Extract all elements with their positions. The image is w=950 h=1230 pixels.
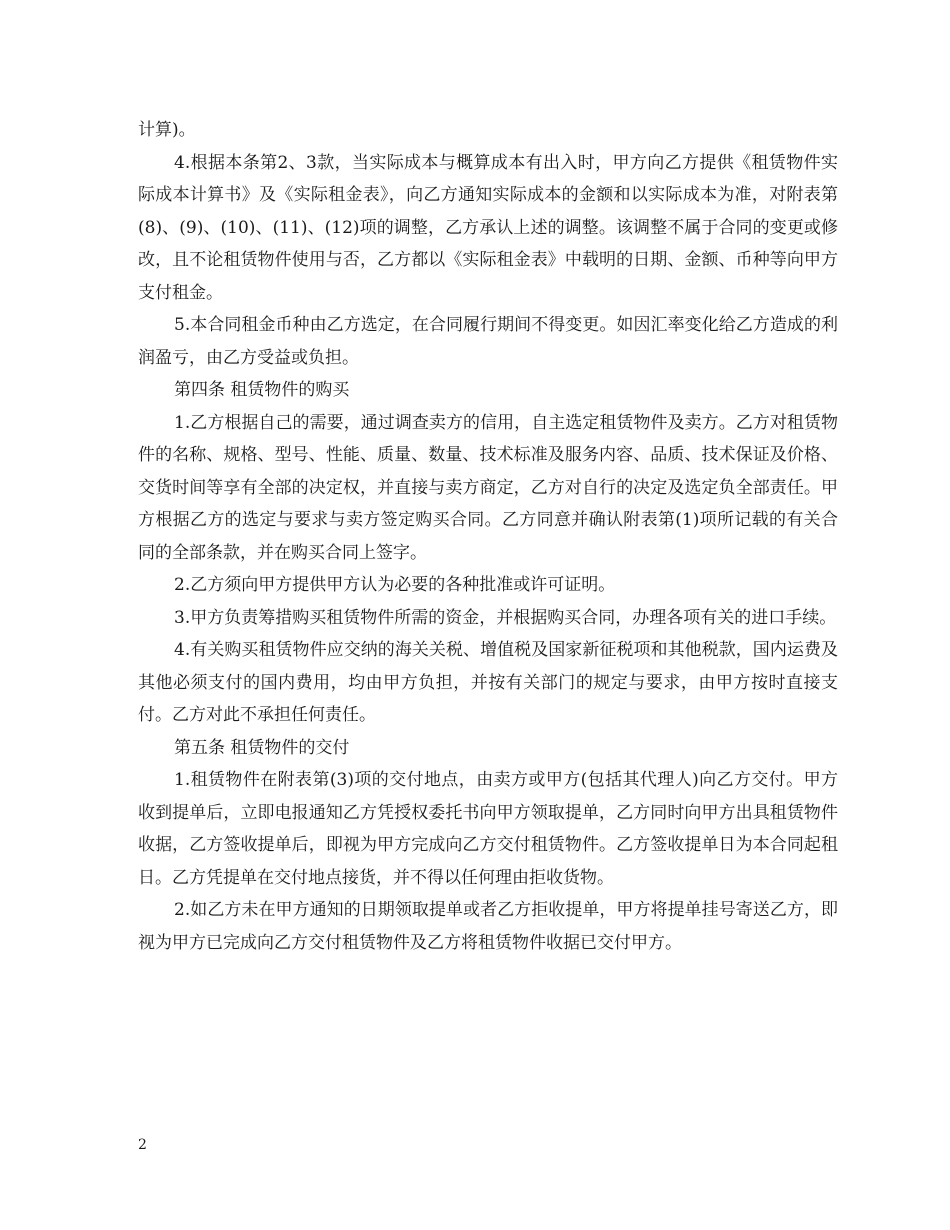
paragraph-article5-clause1: 1.租赁物件在附表第(3)项的交付地点，由卖方或甲方(包括其代理人)向乙方交付。甲方收到提单后，立即电报通知乙方凭授权委托书向甲方领取提单，乙方同时向甲方出具租赁物件收据，乙方签收提单后，即视为甲方完成向乙方交付租赁物件。乙方签收提单日为本合同起租日。乙方凭提单在交付地点接货，并不得以任何理由拒收货物。: [138, 770, 838, 888]
paragraph-article4-clause2: 2.乙方须向甲方提供甲方认为必要的各种批准或许可证明。: [174, 575, 616, 595]
paragraph-article4-clause1: 1.乙方根据自己的需要，通过调查卖方的信用，自主选定租赁物件及卖方。乙方对租赁物件的名称、规格、型号、性能、质量、数量、技术标准及服务内容、品质、技术保证及价格、交货时间等享有全部的决定权，并直接与卖方商定，乙方对自行的决定及选定负全部责任。甲方根据乙方的选定与要求与卖方签定购买合同。乙方同意并确认附表第(1)项所记载的有关合同的全部条款，并在购买合同上签字。: [138, 412, 838, 563]
document-body: [138, 114, 838, 959]
paragraph-article5-clause2: 2.如乙方未在甲方通知的日期领取提单或者乙方拒收提单，甲方将提单挂号寄送乙方，即视为甲方已完成向乙方交付租赁物件及乙方将租赁物件收据已交付甲方。: [138, 900, 838, 953]
paragraph-article3-clause4: 4.根据本条第2、3款，当实际成本与概算成本有出入时，甲方向乙方提供《租赁物件实际成本计算书》及《实际租金表》，向乙方通知实际成本的金额和以实际成本为准，对附表第(8)、(9)、(10)、(11)、(12)项的调整，乙方承认上述的调整。该调整不属于合同的变更或修改，且不论租赁物件使用与否，乙方都以《实际租金表》中载明的日期、金额、币种等向甲方支付租金。: [138, 152, 838, 303]
article-5-heading: 第五条 租赁物件的交付: [174, 737, 350, 758]
paragraph-continuation: 计算)。: [138, 120, 196, 140]
paragraph-article3-clause5: 5.本合同租金币种由乙方选定，在合同履行期间不得变更。如因汇率变化给乙方造成的利润盈亏，由乙方受益或负担。: [138, 315, 838, 368]
paragraph-article4-clause3: 3.甲方负责筹措购买租赁物件所需的资金，并根据购买合同，办理各项有关的进口手续。: [174, 607, 837, 628]
paragraph-article4-clause4: 4.有关购买租赁物件应交纳的海关关税、增值税及国家新征税项和其他税款，国内运费及其他必须支付的国内费用，均由甲方负担，并按有关部门的规定与要求，由甲方按时直接支付。乙方对此不承担任何责任。: [138, 640, 838, 725]
article-4-heading: 第四条 租赁物件的购买: [174, 380, 350, 400]
page-number: 2: [138, 1137, 147, 1153]
